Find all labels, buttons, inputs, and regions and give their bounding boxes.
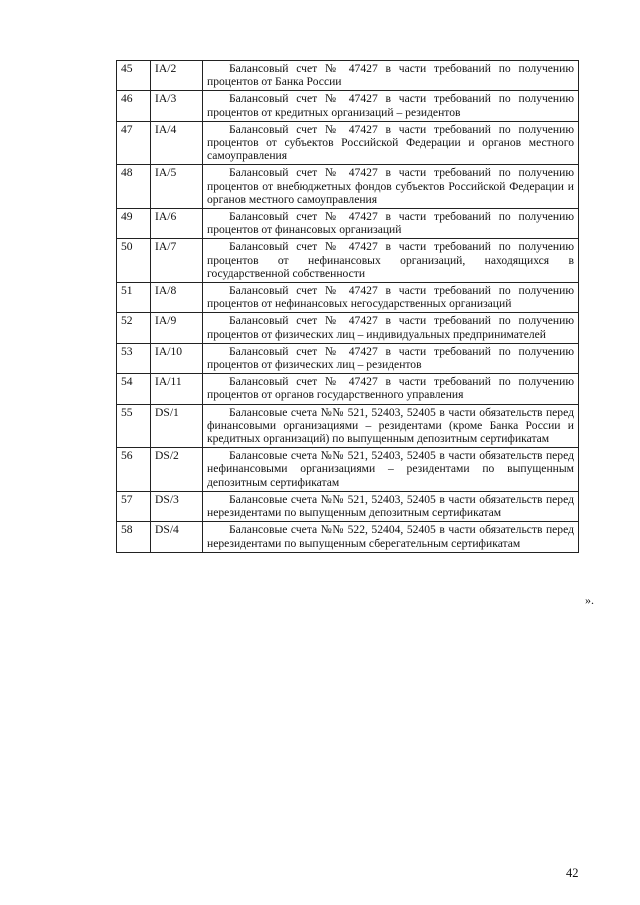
table-row [117,374,579,404]
account-description: Балансовые счета №№ 521, 52403, 52405 в части обязательств перед нерезидентами по выпущенным депозитным сертификатам [203,491,579,521]
table-row [117,121,579,165]
account-description: Балансовый счет № 47427 в части требований по получению процентов от финансовых организаций [203,209,579,239]
table-body [117,61,579,553]
row-number: 54 [117,374,151,404]
row-number: 49 [117,209,151,239]
row-number: 58 [117,522,151,552]
account-description: Балансовый счет № 47427 в части требований по получению процентов от кредитных организаций – резидентов [203,91,579,121]
table-row [117,522,579,552]
row-number: 48 [117,165,151,209]
account-description: Балансовые счета №№ 521, 52403, 52405 в части обязательств перед нефинансовыми организациями – резидентами по выпущенным депозитным сертификатам [203,448,579,492]
indicator-code: IA/9 [151,313,203,343]
table-row [117,209,579,239]
row-number: 47 [117,121,151,165]
row-number: 50 [117,239,151,283]
indicator-code: DS/3 [151,491,203,521]
table-row [117,165,579,209]
row-number: 56 [117,448,151,492]
account-description: Балансовый счет № 47427 в части требований по получению процентов от физических лиц – резидентов [203,343,579,373]
account-description: Балансовый счет № 47427 в части требований по получению процентов от физических лиц – индивидуальных предпринимателей [203,313,579,343]
indicator-code: DS/2 [151,448,203,492]
row-number: 45 [117,61,151,91]
account-description: Балансовый счет № 47427 в части требований по получению процентов от Банка России [203,61,579,91]
account-description: Балансовые счета №№ 521, 52403, 52405 в части обязательств перед финансовыми организациями – резидентами (кроме Банка России и кредитных организаций) по выпущенным депозитным сертификатам [203,404,579,448]
table-row [117,91,579,121]
row-number: 52 [117,313,151,343]
row-number: 57 [117,491,151,521]
row-number: 53 [117,343,151,373]
indicator-code: DS/1 [151,404,203,448]
indicator-code: IA/4 [151,121,203,165]
closing-quote: ». [585,593,594,607]
page-number: 42 [566,866,579,880]
account-description: Балансовый счет № 47427 в части требований по получению процентов от органов государственного управления [203,374,579,404]
indicator-code: IA/3 [151,91,203,121]
table-row [117,283,579,313]
indicator-code: IA/11 [151,374,203,404]
indicator-code: IA/10 [151,343,203,373]
indicator-code: IA/2 [151,61,203,91]
table-row [117,404,579,448]
account-description: Балансовый счет № 47427 в части требований по получению процентов от нефинансовых негосударственных организаций [203,283,579,313]
indicator-code: IA/5 [151,165,203,209]
indicator-code: IA/8 [151,283,203,313]
indicator-code: IA/7 [151,239,203,283]
row-number: 55 [117,404,151,448]
table-row [117,343,579,373]
indicator-code: IA/6 [151,209,203,239]
table-row [117,313,579,343]
table-row [117,239,579,283]
account-description: Балансовый счет № 47427 в части требований по получению процентов от внебюджетных фондов субъектов Российской Федерации и органов местного самоуправления [203,165,579,209]
table-row [117,448,579,492]
table-row [117,61,579,91]
row-number: 46 [117,91,151,121]
indicator-code: DS/4 [151,522,203,552]
account-description: Балансовый счет № 47427 в части требований по получению процентов от субъектов Российской Федерации и органов местного самоуправления [203,121,579,165]
balance-accounts-table [116,60,579,553]
table-row [117,491,579,521]
account-description: Балансовый счет № 47427 в части требований по получению процентов от нефинансовых организаций, находящихся в государственной собственности [203,239,579,283]
row-number: 51 [117,283,151,313]
account-description: Балансовые счета №№ 522, 52404, 52405 в части обязательств перед нерезидентами по выпущенным сберегательным сертификатам [203,522,579,552]
